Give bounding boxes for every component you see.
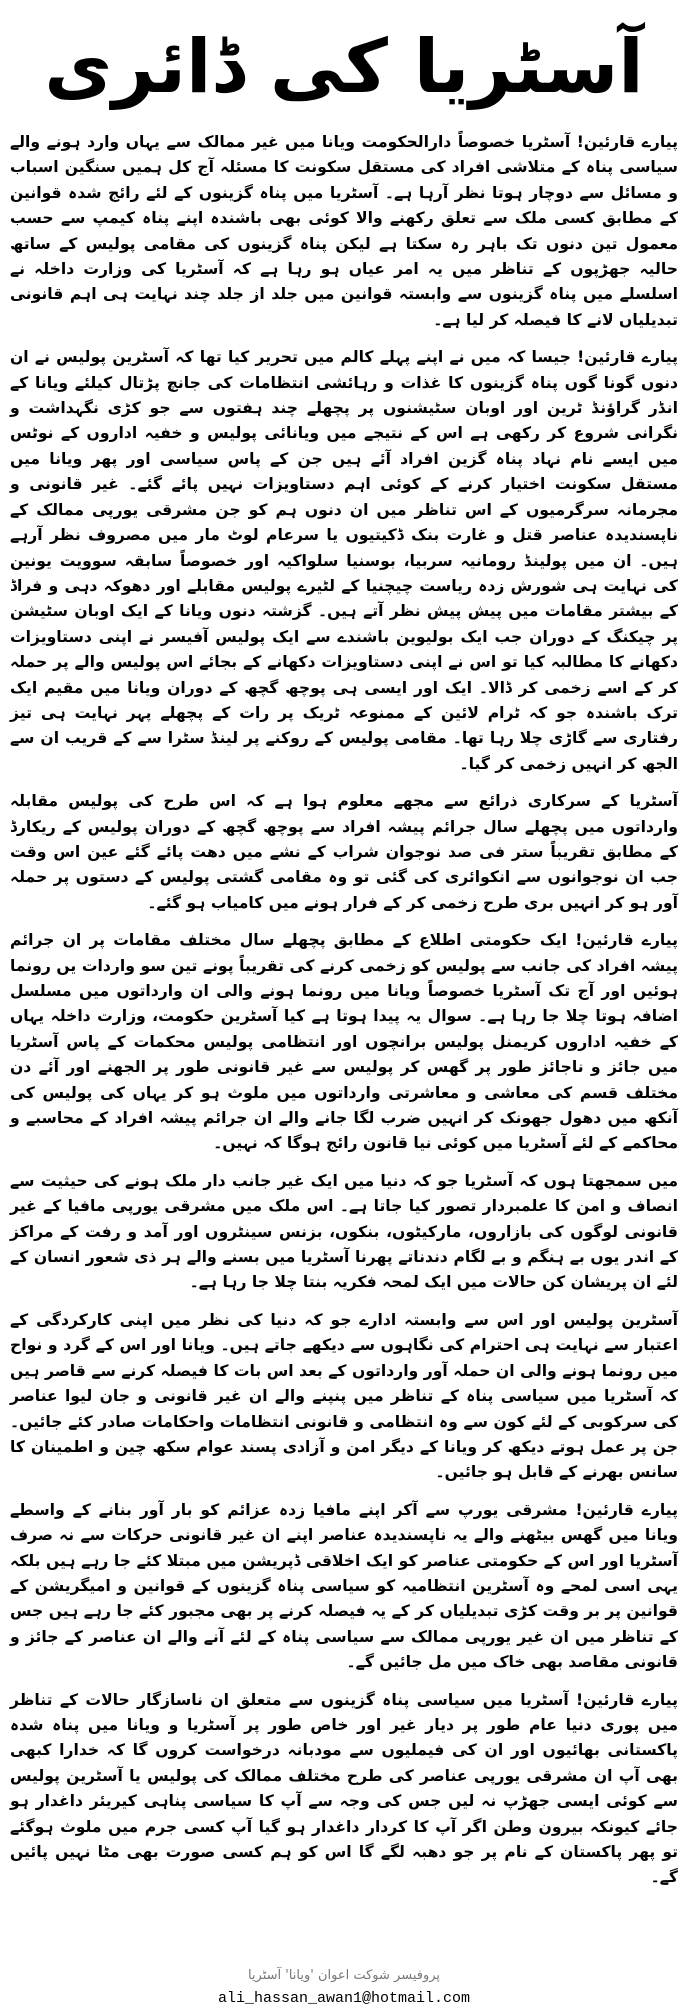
paragraph: پیارے قارئین! ایک حکومتی اطلاع کے مطابق پچھلے سال مختلف مقامات پر ان جرائم پیشہ افراد کی جانب سے پولیس کو زخمی کرنے کی تقریباً پونے تین سو واردات یں رونما ہوئیں اور آج تک آسٹریا خصوصاً ویانا میں رونما ہونے والی ان وارداتوں میں مسلسل اضافہ ہوتا چلا جا رہا ہے۔ سوال یہ پیدا ہوتا ہے کیا آسٹرین حکومت، وزارت داخلہ یہاں کے خفیہ اداروں کریمنل پولیس برانچوں اور انتظامی پولیس محکمات کے پاس آسٹریا میں جائز و ناجائز طور پر گھس کر پولیس سے غیر قانونی طور پر الجھنے اور آئے دن مختلف قسم کی معاشی و معاشرتی وارداتوں میں ملوث ہو کر یہاں کی پولیس کی آنکھ میں دھول جھونک کر انہیں ضرب لگا جانے والے ان جرائم پیشہ افراد کے محاسبے و محاکمے کے لئے آسٹریا میں کوئی نیا قانون رائج ہوگا کہ نہیں۔ — [10, 931, 678, 1153]
author-email: ali_hassan_awan1@hotmail.com — [217, 1990, 471, 2007]
column-title: آسٹریا کی ڈائری — [44, 24, 644, 110]
paragraph: پیارے قارئین! مشرقی یورپ سے آکر اپنے مافیا زدہ عزائم کو بار آور بنانے کے واسطے ویانا میں گھس بیٹھنے والے یہ ناپسندیدہ عناصر اپنے ان غیر قانونی حرکات سے نہ صرف آسٹریا اور اس کے حکومتی عناصر کو ایک اخلاقی ڈپریشن میں مبتلا کئے جا رہے ہیں بلکہ یہی اسی لمحے وہ آسٹرین انتظامیہ کو سیاسی پناہ گزینوں کے قوانین و امیگریشن کے قوانین پر بر وقت کڑی تبدیلیاں کر کے یہ فیصلہ کرنے پر بھی مجبور کئے جا رہے ہیں جس کے تناظر میں ان غیر یورپی ممالک سے سیاسی پناہ کے لئے آنے والے ان عناصر کے جائز و قانونی مقاصد بھی خاک میں مل جائیں گے۔ — [10, 1500, 678, 1672]
paragraph: آسٹریا کے سرکاری ذرائع سے مجھے معلوم ہوا ہے کہ اس طرح کی پولیس مقابلہ وارداتوں میں پچھلے سال جرائم پیشہ افراد سے پوچھ گچھ کے دوران پولیس کے ریکارڈ کے مطابق تقریباً ستر فی صد نوجوان شراب کے نشے میں دھت پائے گئے عین اس وقت جب ان نوجوانوں سے انکوائری کی گئی تو وہ مقامی گشتی پولیس کے دستوں پر حملہ آور ہو کر انہیں بری طرح زخمی کر کے فرار ہونے میں کامیاب ہو گئے۔ — [10, 792, 678, 912]
article-body — [10, 130, 678, 1903]
paragraph: پیارے قارئین! جیسا کہ میں نے اپنے پہلے کالم میں تحریر کیا تھا کہ آسٹرین پولیس نے ان دنوں گونا گوں پناہ گزینوں کا غذات و رہائشی انتظامات کی جانچ پڑتال کیلئے ویانا کے انڈر گراؤنڈ ٹرین اور اوبان سٹیشنوں پر پچھلے چند ہفتوں سے جو کڑی نگہداشت و نگرانی شروع کر رکھی ہے اس کے نتیجے میں ویانائی پولیس و خفیہ اداروں کے نوٹس میں ایسے نام نہاد پناہ گزین افراد آئے ہیں جن کے پاس سیاسی اور پھر ویانا میں مستقل سکونت اختیار کرنے کے کوئی اہم دستاویزات نہیں پائے گئے۔ غیر قانونی و مجرمانہ سرگرمیوں کے اس تناظر میں ان دنوں ہم کو جن مشرقی یورپی ممالک کے ناپسندیدہ عناصر قتل و غارت بنک ڈکیتیوں یا سرعام لوٹ مار میں مصروف نظر آرہے ہیں۔ ان میں پولینڈ رومانیہ سربیا، بوسنیا سلواکیہ اور خصوصاً سابقہ سوویت یونین کی نہایت ہی شورش زدہ ریاست چیچنیا کے لٹیرے پولیس مقابلے اور دھوکہ دہی و فراڈ کے بیشتر مقامات میں پیش پیش نظر آتے ہیں۔ گزشتہ دنوں ویانا کے ایک اوبان سٹیشن پر چیکنگ کے دوران جب ایک بولیوین باشندے سے ایک پولیس آفیسر نے اپنی دستاویزات دکھانے کا مطالبہ کیا تو اس نے اپنی دستاویزات دکھانے کے بجائے اس پولیس والے پر حملہ کر کے اسے زخمی کر ڈالا۔ ایک اور ایسی ہی پوچھ گچھ کے دوران ویانا میں مقیم ایک ترک باشندہ جو کہ ٹرام لائین کے ممنوعہ ٹریک پر رات کے پچھلے پہر نہایت ہی تیز رفتاری سے گاڑی چلا رہا تھا۔ مقامی پولیس کے روکنے پر لینڈ سٹرا سے کے قریب ان سے الجھ کر انہیں زخمی کر گیا۔ — [10, 348, 678, 773]
paragraph: میں سمجھتا ہوں کہ آسٹریا جو کہ دنیا میں ایک غیر جانب دار ملک ہونے کی حیثیت سے انصاف و امن کا علمبردار تصور کیا جاتا ہے۔ اس ملک میں مشرقی یورپی مافیا کے غیر قانونی لوگوں کی بازاروں، مارکیٹوں، بنکوں، بزنس سینٹروں اور آمد و رفت کے مراکز کے اندر یوں بے ہنگم و بے لگام دندناتے پھرنا آسٹریا میں بسنے والے ہر ذی شعور انسان کے لئے ان پریشان کن حالات میں ایک لمحہ فکریہ بنتا چلا جا رہا ہے۔ — [10, 1171, 678, 1292]
author-byline: پروفیسر شوکت اعوان 'ویانا' آسٹریا — [247, 1968, 441, 1983]
paragraph: پیارے قارئین! آسٹریا میں سیاسی پناہ گزینوں سے متعلق ان ناسازگار حالات کے تناظر میں پوری دنیا عام طور پر دیار غیر اور خاص طور پر آسٹریا و ویانا میں پناہ شدہ پاکستانی بھائیوں اور ان کی فیملیوں سے مودبانہ درخواست کروں گا کہ خدارا کبھی بھی آپ ان مشرقی یورپی عناصر کی طرح مختلف ممالک کی پولیس یا آسٹرین پولیس سے کوئی ایسی جھڑپ نہ لیں جس کی وجہ سے آپ کا سیاسی پناہی کیریئر داغدار ہو جائے کیونکہ بیرون وطن اگر آپ کا کردار داغدار ہو گیا آپ کسی جرم میں ملوث ہوگئے تو پھر پاکستان کے نام پر جو دھبہ لگے گا اس کو ہم کسی صورت بھی مٹا نہیں پائیں گے۔ — [10, 1690, 678, 1887]
paragraph: آسٹرین پولیس اور اس سے وابستہ ادارے جو کہ دنیا کی نظر میں اپنی کارکردگی کے اعتبار سے نہایت ہی احترام کی نگاہوں سے دیکھے جاتے ہیں۔ ویانا اور اس کے گرد و نواح میں رونما ہونے والی ان حملہ آور وارداتوں کے بعد اس بات کا فیصلہ کرنے سے قاصر ہیں کہ آسٹریا میں سیاسی پناہ کے تناظر میں پنپنے والے ان غیر قانونی و جان لیوا عناصر کی سرکوبی کے لئے کون سے وہ انتظامی و قانونی انتظامات واحکامات صادر کئے جائیں۔ جن پر عمل ہوتے دیکھ کر ویانا کے دیگر امن و آزادی پسند عوام سکھ چین و اطمینان کا سانس بھرنے کے قابل ہو جائیں۔ — [10, 1310, 678, 1482]
paragraph: پیارے قارئین! آسٹریا خصوصاً دارالحکومت ویانا میں غیر ممالک سے یہاں وارد ہونے والے سیاسی پناہ کے متلاشی افراد کی مستقل سکونت کا مسئلہ آج کل ہمیں سنگین اسباب و مسائل سے دوچار ہوتا نظر آرہا ہے۔ آسٹریا میں پناہ گزینوں کے لئے رائج شدہ قوانین کے مطابق کسی ملک سے تعلق رکھنے والا کوئی بھی باشندہ اپنے پناہ کیمپ سے حسب معمول تین دنوں تک باہر رہ سکتا ہے لیکن پناہ گزینوں کی مقامی پولیس کے ساتھ حالیہ جھڑپوں کے تناظر میں یہ امر عیاں ہو رہا ہے کہ آسٹریا کی وزارت داخلہ نے اسلسلے میں پناہ گزینوں سے وابستہ قوانین میں جلد از جلد چند نہایت ہی اہم قانونی تبدیلیاں لانے کا فیصلہ کر لیا ہے۔ — [10, 133, 678, 329]
